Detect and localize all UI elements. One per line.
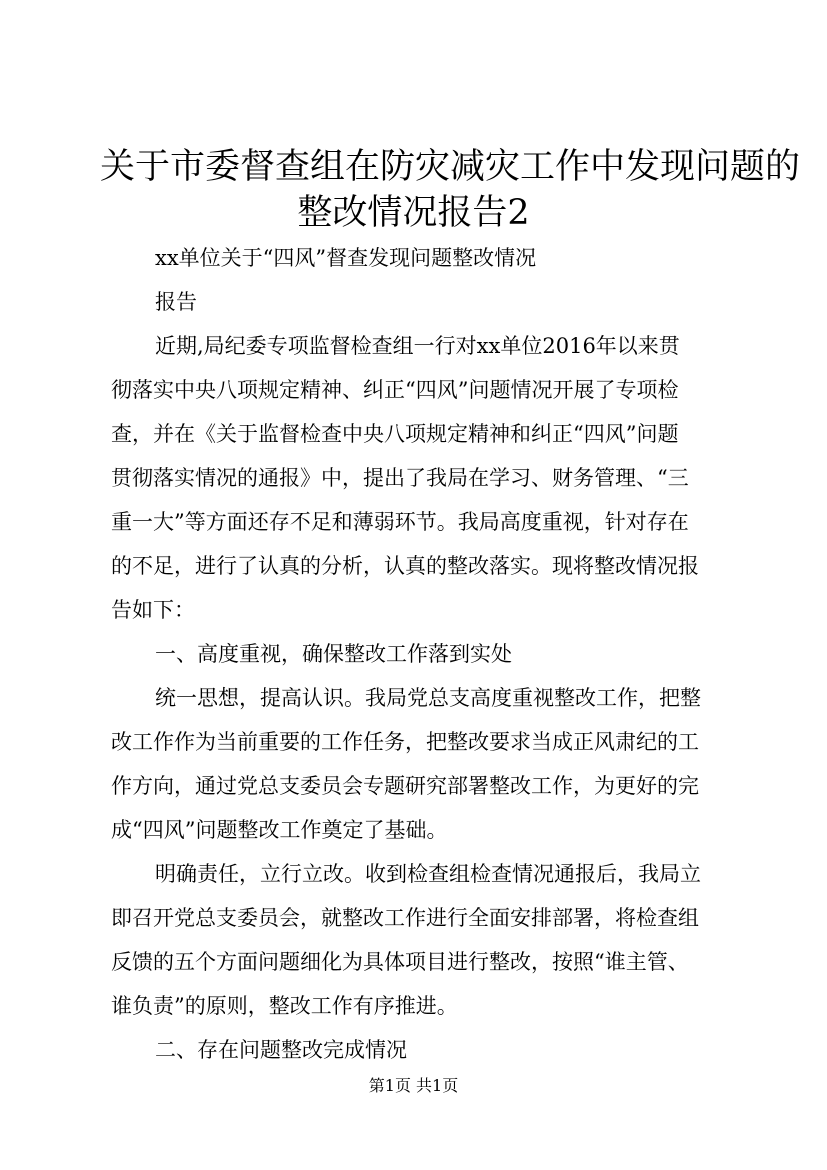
paragraph-unify-line: 成“四风”问题整改工作奠定了基础。 <box>111 818 448 842</box>
report-subtitle-line-2: 报告 <box>155 290 197 314</box>
document-title-line-1: 关于市委督查组在防灾减灾工作中发现问题的 <box>100 147 801 187</box>
paragraph-responsibility-line: 即召开党总支委员会，就整改工作进行全面安排部署，将检查组 <box>111 906 699 930</box>
report-subtitle-line-1: xx单位关于“四风”督查发现问题整改情况 <box>155 246 537 270</box>
section-heading-1: 一、高度重视，确保整改工作落到实处 <box>155 642 512 666</box>
document-title-line-2: 整改情况报告2 <box>297 193 530 233</box>
paragraph-intro-line: 告如下： <box>111 598 195 622</box>
paragraph-unify-line: 改工作作为当前重要的工作任务，把整改要求当成正风肃纪的工 <box>111 730 699 754</box>
paragraph-responsibility-line: 谁负责”的原则，整改工作有序推进。 <box>111 994 458 1018</box>
paragraph-intro-line: 彻落实中央八项规定精神、纠正“四风”问题情况开展了专项检 <box>111 378 679 402</box>
paragraph-intro-line: 重一大”等方面还存不足和薄弱环节。我局高度重视，针对存在 <box>111 510 689 534</box>
paragraph-intro-line: 近期,局纪委专项监督检查组一行对xx单位2016年以来贯 <box>155 334 680 358</box>
paragraph-intro-line: 贯彻落实情况的通报》中，提出了我局在学习、财务管理、“三 <box>111 466 689 490</box>
section-heading-2: 二、存在问题整改完成情况 <box>155 1038 407 1062</box>
paragraph-unify-line: 作方向，通过党总支委员会专题研究部署整改工作，为更好的完 <box>111 774 699 798</box>
paragraph-intro-line: 查，并在《关于监督检查中央八项规定精神和纠正“四风”问题 <box>111 422 679 446</box>
paragraph-intro-line: 的不足，进行了认真的分析，认真的整改落实。现将整改情况报 <box>111 554 699 578</box>
page-number-footer: 第1页 共1页 <box>368 1076 459 1095</box>
paragraph-unify-line: 统一思想，提高认识。我局党总支高度重视整改工作，把整 <box>155 686 701 710</box>
paragraph-responsibility-line: 明确责任，立行立改。收到检查组检查情况通报后，我局立 <box>155 862 701 886</box>
paragraph-responsibility-line: 反馈的五个方面问题细化为具体项目进行整改，按照“谁主管、 <box>111 950 689 974</box>
